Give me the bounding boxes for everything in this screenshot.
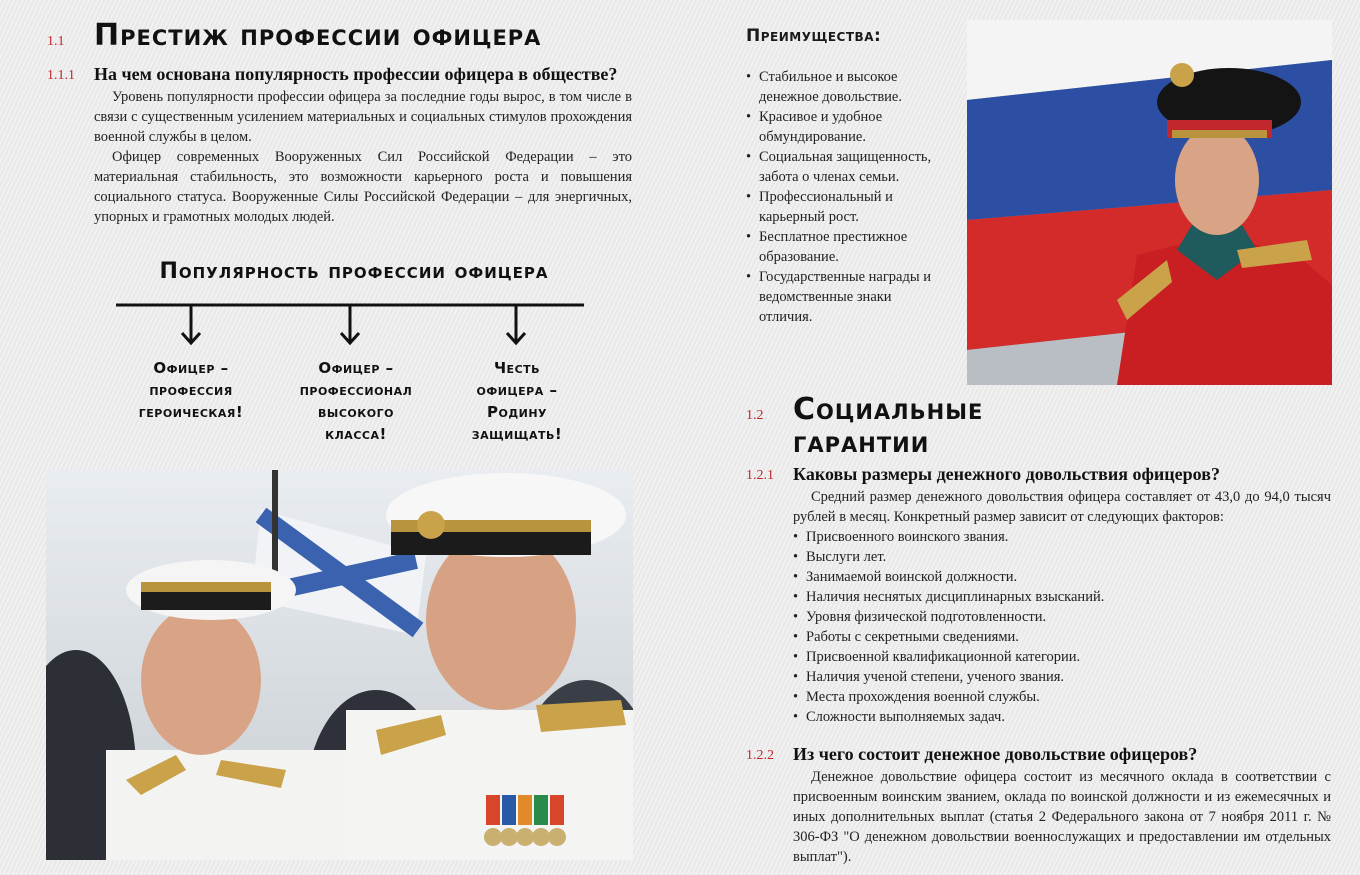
list-item: • Наличия ученой степени, ученого звания. xyxy=(793,667,1331,687)
subsection-question: Из чего состоит денежное довольствие офицеров? xyxy=(793,744,1198,764)
arrow-down-icon xyxy=(507,305,525,343)
subsection-question: Каковы размеры денежного довольствия офицеров? xyxy=(793,464,1220,484)
list-item: • Присвоенного воинского звания. xyxy=(793,527,1331,547)
list-item: • Работы с секретными сведениями. xyxy=(793,627,1331,647)
popularity-arrows xyxy=(110,300,590,352)
list-item: • Выслуги лет. xyxy=(793,547,1331,567)
list-item: • Государственные награды и ведомственные знаки отличия. xyxy=(746,267,946,327)
paragraph: Средний размер денежного довольствия офицера составляет от 43,0 до 94,0 тысяч рублей в месяц. Конкретный размер зависит от следующих факторов: xyxy=(793,489,1331,525)
arrow-down-icon xyxy=(182,305,200,343)
list-item: • Присвоенной квалификационной категории. xyxy=(793,647,1331,667)
popularity-item: Офицер – профессионал высокого класса! xyxy=(299,359,413,443)
list-item: • Профессиональный и карьерный рост. xyxy=(746,187,946,227)
section-title-line: Социальные xyxy=(793,392,984,427)
list-item: • Социальная защищенность, забота о членах семьи. xyxy=(746,147,946,187)
popularity-item: Офицер – профессия героическая! xyxy=(138,359,244,421)
section-number: 1.1 xyxy=(47,34,65,49)
subsection-number: 1.2.1 xyxy=(746,468,774,483)
section-number: 1.2 xyxy=(746,408,764,423)
list-item: • Места прохождения военной службы. xyxy=(793,687,1331,707)
list-item: • Стабильное и высокое денежное довольствие. xyxy=(746,67,946,107)
list-item: • Уровня физической подготовленности. xyxy=(793,607,1331,627)
arrow-down-icon xyxy=(341,305,359,343)
paragraph: Офицер современных Вооруженных Сил Российской Федерации – это материальная стабильность, это возможности карьерного роста и повышения социального статуса. Вооруженные Силы Российской Федерации – для энергичных, упорных и грамотных молодых людей. xyxy=(94,149,632,225)
list-item: • Наличия неснятых дисциплинарных взысканий. xyxy=(793,587,1331,607)
list-item: • Занимаемой воинской должности. xyxy=(793,567,1331,587)
salary-factors-list xyxy=(793,527,1331,727)
list-item: • Красивое и удобное обмундирование. xyxy=(746,107,946,147)
salary-composition xyxy=(793,767,1331,867)
salary-intro xyxy=(793,487,1331,527)
subsection-number: 1.2.2 xyxy=(746,748,774,763)
intro-paragraphs xyxy=(94,87,632,227)
subsection-number: 1.1.1 xyxy=(47,68,75,83)
section-title-line: гарантии xyxy=(793,425,930,460)
list-item: • Бесплатное престижное образование. xyxy=(746,227,946,267)
advantages-list xyxy=(746,67,946,327)
navy-officers-photo xyxy=(46,470,633,860)
section-title: Престиж профессии офицера xyxy=(94,18,542,53)
list-item: • Сложности выполняемых задач. xyxy=(793,707,1331,727)
officer-flag-photo xyxy=(967,20,1332,385)
paragraph: Денежное довольствие офицера состоит из месячного оклада в соответствии с присвоенным воинским званием, оклада по воинской должности и из ежемесячных и иных дополнительных выплат (статья 2 Федерального закона от 7 ноября 2011 г. № 306-ФЗ "О денежном довольствии военнослужащих и предоставлении им отдельных выплат"). xyxy=(793,769,1331,865)
popularity-item: Честь офицера – Родину защищать! xyxy=(471,359,563,443)
popularity-title: Популярность профессии офицера xyxy=(159,259,549,284)
subsection-question: На чем основана популярность профессии офицера в обществе? xyxy=(94,64,618,84)
paragraph: Уровень популярности профессии офицера за последние годы вырос, в том числе в связи с существенным усилением материальных и социальных стимулов прохождения военной службы в целом. xyxy=(94,89,632,145)
advantages-title: Преимущества: xyxy=(746,26,882,46)
